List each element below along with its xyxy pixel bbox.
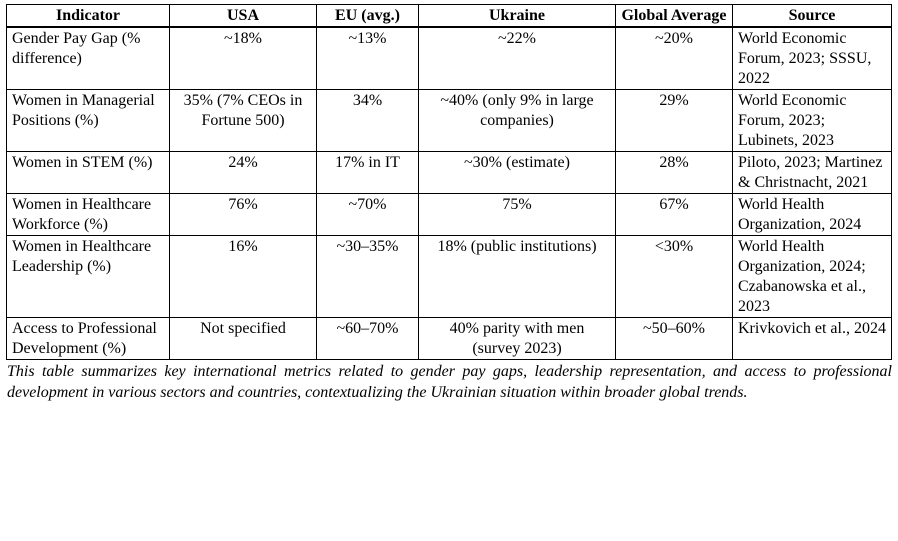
- cell-source: World Economic Forum, 2023; Lubinets, 2023: [733, 90, 892, 152]
- table-row: [7, 236, 892, 318]
- cell-eu: 17% in IT: [317, 152, 419, 194]
- cell-ukraine: ~40% (only 9% in large companies): [419, 90, 616, 152]
- metrics-table: [6, 4, 892, 360]
- table-row: [7, 152, 892, 194]
- header-indicator: Indicator: [7, 5, 170, 28]
- cell-source: Piloto, 2023; Martinez & Christnacht, 2021: [733, 152, 892, 194]
- cell-ukraine: ~22%: [419, 27, 616, 90]
- cell-indicator: Gender Pay Gap (% difference): [7, 27, 170, 90]
- cell-global: <30%: [616, 236, 733, 318]
- table-row: [7, 194, 892, 236]
- cell-indicator: Women in Managerial Positions (%): [7, 90, 170, 152]
- header-ukraine: Ukraine: [419, 5, 616, 28]
- header-global-average: Global Average: [616, 5, 733, 28]
- cell-usa: Not specified: [170, 318, 317, 360]
- cell-indicator: Women in Healthcare Workforce (%): [7, 194, 170, 236]
- cell-usa: 16%: [170, 236, 317, 318]
- cell-eu: ~70%: [317, 194, 419, 236]
- cell-ukraine: ~30% (estimate): [419, 152, 616, 194]
- cell-ukraine: 18% (public institutions): [419, 236, 616, 318]
- cell-source: World Health Organization, 2024: [733, 194, 892, 236]
- cell-global: ~50–60%: [616, 318, 733, 360]
- cell-usa: 35% (7% CEOs in Fortune 500): [170, 90, 317, 152]
- cell-indicator: Access to Professional Development (%): [7, 318, 170, 360]
- table-row: [7, 318, 892, 360]
- cell-usa: 24%: [170, 152, 317, 194]
- table-caption: This table summarizes key international metrics related to gender pay gaps, leadership representation, and access to professional development in various sectors and countries, contextualizing the Ukrainian situation within broader global trends.: [7, 363, 892, 401]
- header-eu: EU (avg.): [317, 5, 419, 28]
- cell-usa: 76%: [170, 194, 317, 236]
- document: [6, 4, 892, 403]
- cell-source: Krivkovich et al., 2024: [733, 318, 892, 360]
- cell-eu: ~30–35%: [317, 236, 419, 318]
- cell-source: World Economic Forum, 2023; SSSU, 2022: [733, 27, 892, 90]
- cell-eu: 34%: [317, 90, 419, 152]
- cell-indicator: Women in STEM (%): [7, 152, 170, 194]
- cell-source: World Health Organization, 2024; Czabanowska et al., 2023: [733, 236, 892, 318]
- header-source: Source: [733, 5, 892, 28]
- cell-global: ~20%: [616, 27, 733, 90]
- table-row: [7, 27, 892, 90]
- cell-eu: ~13%: [317, 27, 419, 90]
- cell-global: 28%: [616, 152, 733, 194]
- header-usa: USA: [170, 5, 317, 28]
- table-row: [7, 90, 892, 152]
- cell-eu: ~60–70%: [317, 318, 419, 360]
- cell-ukraine: 75%: [419, 194, 616, 236]
- cell-indicator: Women in Healthcare Leadership (%): [7, 236, 170, 318]
- table-header-row: [7, 5, 892, 28]
- cell-usa: ~18%: [170, 27, 317, 90]
- cell-ukraine: 40% parity with men (survey 2023): [419, 318, 616, 360]
- cell-global: 67%: [616, 194, 733, 236]
- cell-global: 29%: [616, 90, 733, 152]
